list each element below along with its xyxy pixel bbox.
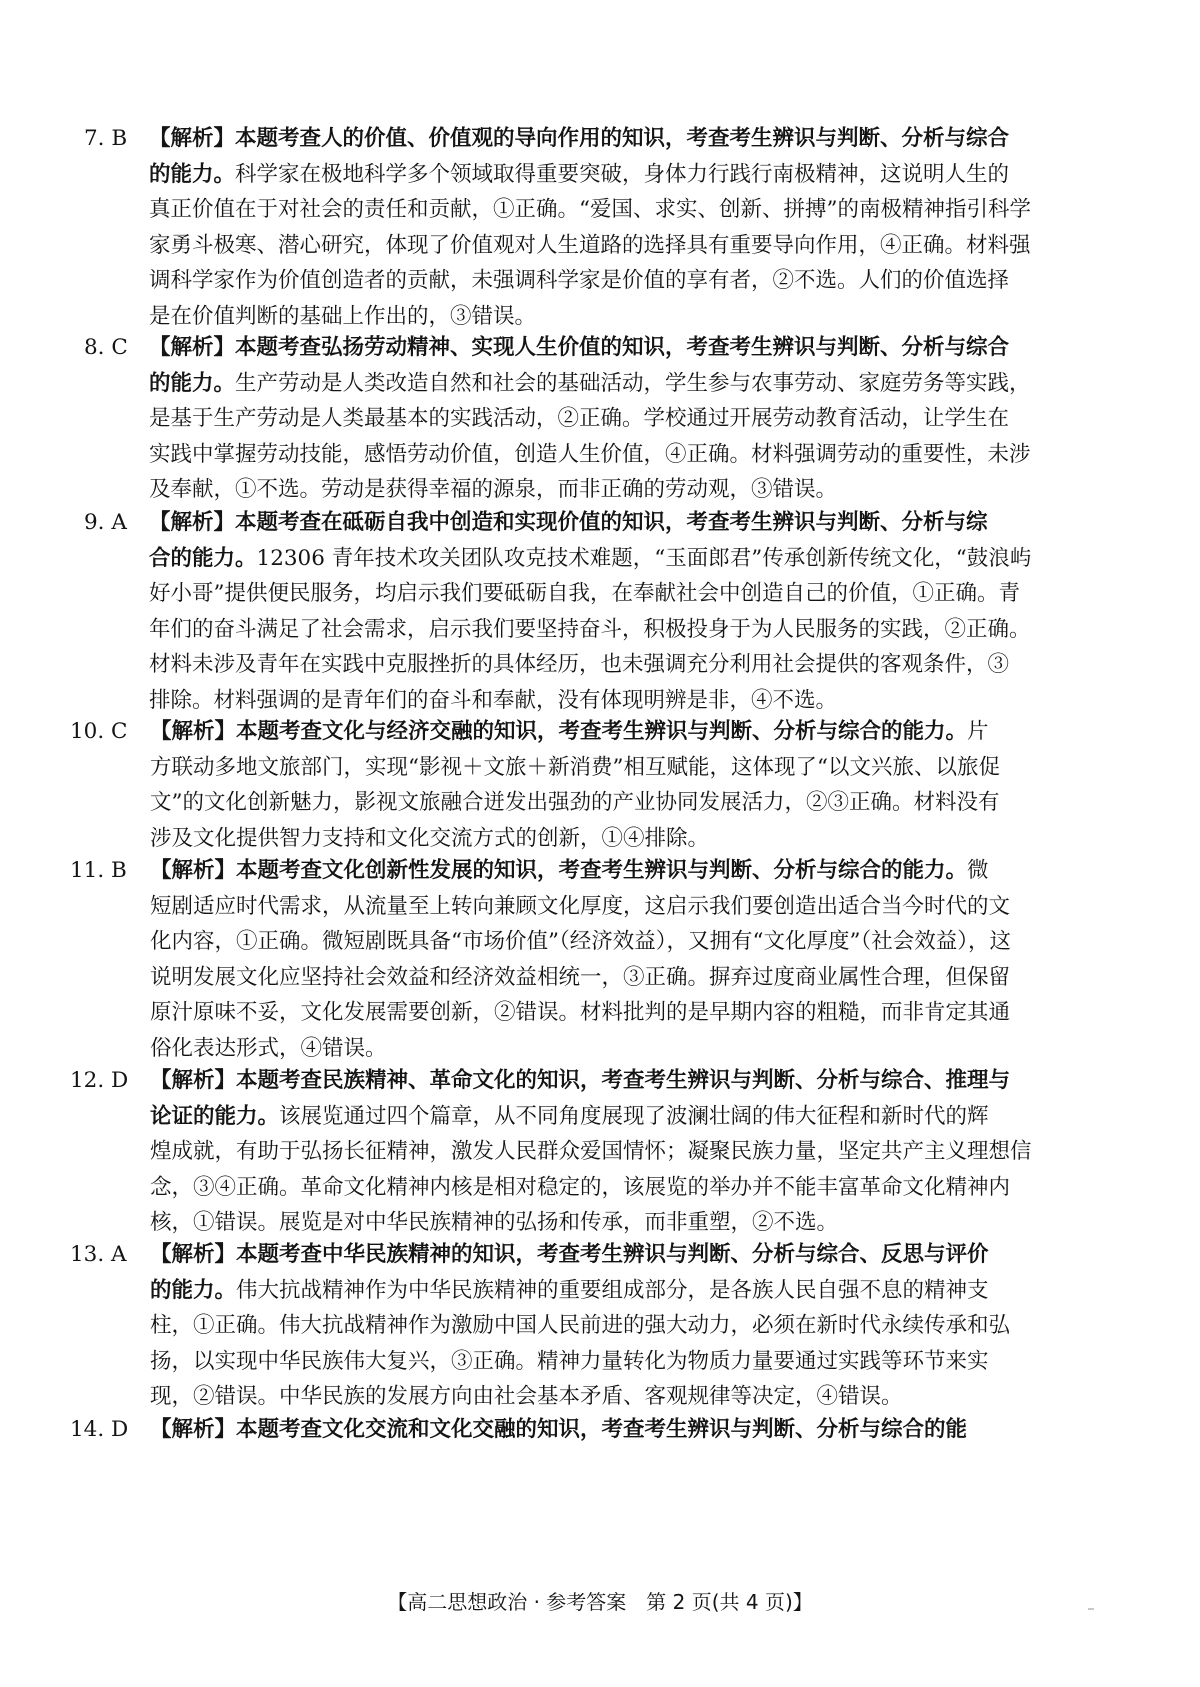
- answer-heading-line: [70, 714, 1114, 750]
- answer-item: [84, 505, 1114, 719]
- answer-text-line: 现，②错误。中华民族的发展方向由社会基本矛盾、客观规律等决定，④错误。: [150, 1384, 903, 1410]
- answer-heading-line: [70, 853, 1114, 889]
- answer-number: 9. A: [84, 510, 127, 535]
- answer-text-line: 短剧适应时代需求，从流量至上转向兼顾文化厚度，这启示我们要创造出适合当今时代的文: [150, 893, 1011, 919]
- bold-text: 本题考查人的价值、价值观的导向作用的知识，考查考生辨识与判断、分析与综合: [235, 126, 1010, 151]
- answer-item: [70, 1237, 1114, 1415]
- analysis-lead: [235, 510, 988, 535]
- answer-number: 10. C: [70, 719, 128, 744]
- bold-text: 本题考查文化交流和文化交融的知识，考查考生辨识与判断、分析与综合的能: [236, 1417, 968, 1442]
- answer-heading-line: [84, 330, 1114, 366]
- answer-text-line: 真正价值在于对社会的责任和贡献，①正确。“爱国、求实、创新、拼搏”的南极精神指引科学: [149, 197, 1031, 223]
- answer-text-line: 的能力。生产劳动是人类改造自然和社会的基础活动，学生参与农事劳动、家庭劳务等实践，: [149, 370, 1031, 396]
- answer-text-line: 俗化表达形式，④错误。: [150, 1035, 387, 1061]
- analysis-label: 【解析】: [150, 1068, 237, 1093]
- page-footer: 【高二思想政治 · 参考答案 第 2 页(共 4 页)】: [387, 1590, 813, 1614]
- answer-heading-line: [84, 505, 1114, 541]
- bold-text: 合的能力。: [149, 545, 257, 571]
- answer-number: 14. D: [70, 1417, 129, 1442]
- answer-text-line: 柱，①正确。伟大抗战精神作为激励中国人民前进的强大动力，必须在新时代永续传承和弘: [150, 1313, 1011, 1339]
- bold-text: 的能力。: [149, 161, 236, 187]
- answer-item: [70, 1063, 1114, 1241]
- answer-text-line: 论证的能力。该展览通过四个篇章，从不同角度展现了波澜壮阔的伟大征程和新时代的辉: [150, 1103, 989, 1129]
- answer-heading-line: [84, 121, 1114, 157]
- analysis-label: 【解析】: [150, 719, 237, 744]
- answer-text-line: 材料未涉及青年在实践中克服挫折的具体经历，也未强调充分利用社会提供的客观条件，③: [149, 652, 1010, 678]
- bold-text: 的能力。: [149, 370, 236, 396]
- answer-text-line: 实践中掌握劳动技能，感悟劳动价值，创造人生价值，④正确。材料强调劳动的重要性，未涉: [149, 441, 1031, 467]
- answer-text-line: 年们的奋斗满足了社会需求，启示我们要坚持奋斗，积极投身于为人民服务的实践，②正确。: [149, 616, 1031, 642]
- answer-text-line: 涉及文化提供智力支持和文化交流方式的创新，①④排除。: [150, 825, 710, 851]
- analysis-lead: [235, 126, 1009, 151]
- answer-text-line: 说明发展文化应坚持社会效益和经济效益相统一，③正确。摒弃过度商业属性合理，但保留: [150, 964, 1011, 990]
- answer-text-line: 扬，以实现中华民族伟大复兴，③正确。精神力量转化为物质力量要通过实践等环节来实: [150, 1348, 989, 1374]
- analysis-lead: 本题考查文化与经济交融的知识，考查考生辨识与判断、分析与综合的能力。片: [236, 719, 989, 744]
- analysis-lead: [236, 1242, 989, 1267]
- analysis-lead: 本题考查文化创新性发展的知识，考查考生辨识与判断、分析与综合的能力。微: [236, 858, 989, 883]
- answer-text-line: 排除。材料强调的是青年们的奋斗和奉献，没有体现明辨是非，④不选。: [149, 687, 838, 713]
- answer-heading-line: [70, 1063, 1114, 1099]
- answer-item: [70, 714, 1114, 856]
- answer-heading-line: [70, 1412, 1114, 1448]
- answer-text-line: 原汁原味不妥，文化发展需要创新，②错误。材料批判的是早期内容的粗糙，而非肯定其通: [150, 1000, 1011, 1026]
- answer-text-line: 方联动多地文旅部门，实现“影视＋文旅＋新消费”相互赋能，这体现了“以文兴旅、以旅促: [150, 754, 1000, 780]
- answer-number: 7. B: [84, 126, 128, 151]
- answer-text-line: 煌成就，有助于弘扬长征精神，激发人民群众爱国情怀；凝聚民族力量，坚定共产主义理想信: [150, 1139, 1032, 1165]
- analysis-lead: [236, 1068, 1010, 1093]
- answer-item: [84, 330, 1114, 508]
- analysis-label: 【解析】: [150, 858, 237, 883]
- bold-text: 本题考查文化与经济交融的知识，考查考生辨识与判断、分析与综合的能力。: [236, 719, 968, 744]
- scan-mark: [1088, 1608, 1094, 1610]
- answer-text-line: 家勇斗极寒、潜心研究，体现了价值观对人生道路的选择具有重要导向作用，④正确。材料强: [149, 232, 1031, 258]
- answer-text-line: 化内容，①正确。微短剧既具备“市场价值”（经济效益），又拥有“文化厚度”（社会效益），这: [150, 929, 1011, 955]
- answer-text-line: 是在价值判断的基础上作出的，③错误。: [149, 303, 537, 329]
- answer-number: 11. B: [70, 858, 127, 883]
- answer-number: 12. D: [70, 1068, 129, 1093]
- bold-text: 的能力。: [150, 1277, 237, 1303]
- answer-number: 8. C: [84, 335, 128, 360]
- analysis-label: 【解析】: [150, 1242, 237, 1267]
- answer-text-line: 调科学家作为价值创造者的贡献，未强调科学家是价值的享有者，②不选。人们的价值选择: [149, 268, 1010, 294]
- bold-text: 本题考查民族精神、革命文化的知识，考查考生辨识与判断、分析与综合、推理与: [236, 1068, 1011, 1093]
- answer-text-line: 文”的文化创新魅力，影视文旅融合迸发出强劲的产业协同发展活力，②③正确。材料没有: [150, 790, 1000, 816]
- answer-item: [70, 1412, 1114, 1448]
- bold-text: 本题考查中华民族精神的知识，考查考生辨识与判断、分析与综合、反思与评价: [236, 1242, 989, 1267]
- answer-heading-line: [70, 1237, 1114, 1273]
- analysis-lead: [235, 335, 1009, 360]
- answer-text-line: 合的能力。12306 青年技术攻关团队攻克技术难题，“玉面郎君”传承创新传统文化，“鼓浪屿: [149, 545, 1032, 571]
- answer-text-line: 的能力。伟大抗战精神作为中华民族精神的重要组成部分，是各族人民自强不息的精神支: [150, 1277, 989, 1303]
- answer-item: [70, 853, 1114, 1067]
- answer-text-line: 念，③④正确。革命文化精神内核是相对稳定的，该展览的举办并不能丰富革命文化精神内: [150, 1174, 1011, 1200]
- bold-text: 本题考查文化创新性发展的知识，考查考生辨识与判断、分析与综合的能力。: [236, 858, 968, 883]
- analysis-label: 【解析】: [149, 510, 236, 535]
- answer-text-line: 是基于生产劳动是人类最基本的实践活动，②正确。学校通过开展劳动教育活动，让学生在: [149, 406, 1010, 432]
- answer-text-line: 及奉献，①不选。劳动是获得幸福的源泉，而非正确的劳动观，③错误。: [149, 477, 838, 503]
- answer-text-line: 好小哥”提供便民服务，均启示我们要砥砺自我，在奉献社会中创造自己的价值，①正确。青: [149, 581, 1020, 607]
- analysis-label: 【解析】: [149, 126, 236, 151]
- answer-text-line: 的能力。科学家在极地科学多个领域取得重要突破，身体力行践行南极精神，这说明人生的: [149, 161, 1010, 187]
- bold-text: 论证的能力。: [150, 1103, 280, 1129]
- answer-number: 13. A: [70, 1242, 127, 1267]
- bold-text: 本题考查弘扬劳动精神、实现人生价值的知识，考查考生辨识与判断、分析与综合: [235, 335, 1010, 360]
- analysis-label: 【解析】: [150, 1417, 237, 1442]
- answer-item: [84, 121, 1114, 335]
- analysis-label: 【解析】: [149, 335, 236, 360]
- answer-text-line: 核，①错误。展览是对中华民族精神的弘扬和传承，而非重塑，②不选。: [150, 1210, 839, 1236]
- bold-text: 本题考查在砥砺自我中创造和实现价值的知识，考查考生辨识与判断、分析与综: [235, 510, 988, 535]
- analysis-lead: [236, 1417, 967, 1442]
